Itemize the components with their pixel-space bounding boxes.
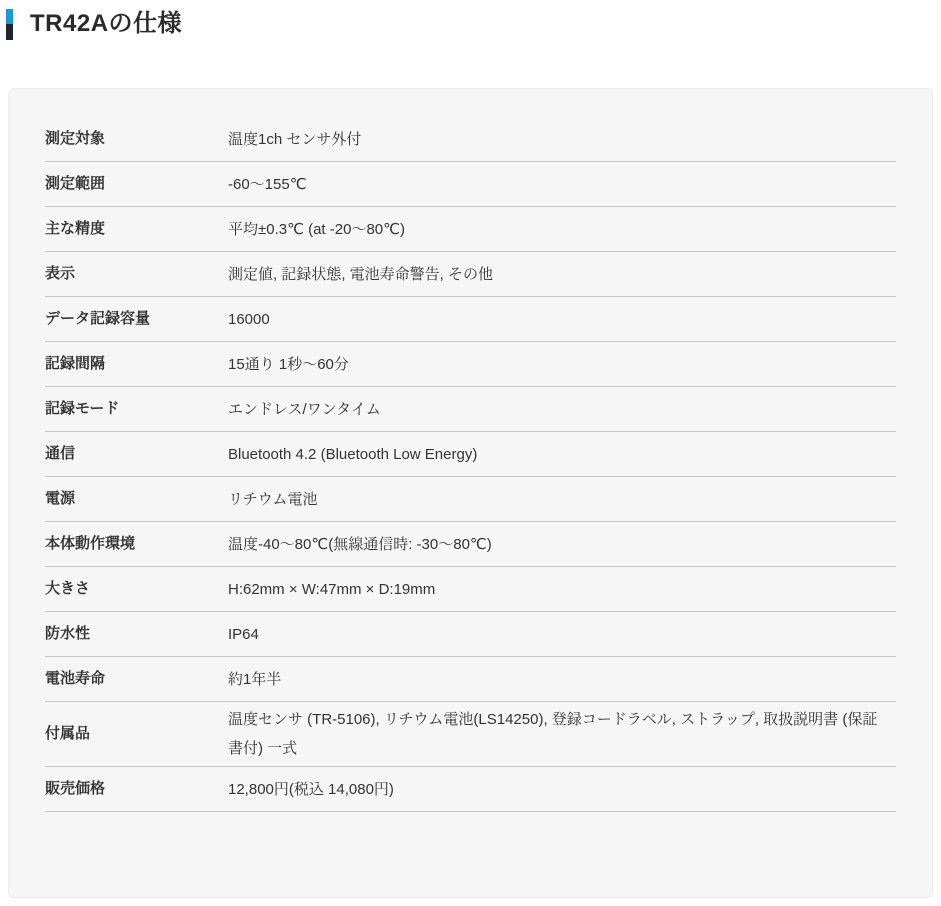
spec-label: 記録間隔 — [45, 355, 106, 372]
spec-value: 温度センサ (TR-5106), リチウム電池(LS14250), 登録コードラベル, ストラップ, 取扱説明書 (保証書付) 一式 — [228, 711, 878, 757]
page-header — [0, 0, 941, 40]
spec-row — [45, 567, 896, 612]
header-accent-bottom — [6, 24, 13, 40]
spec-row — [45, 297, 896, 342]
spec-row — [45, 207, 896, 252]
spec-value: 16000 — [228, 310, 270, 328]
spec-row — [45, 522, 896, 567]
spec-label: 防水性 — [45, 625, 91, 642]
spec-value: 15通り 1秒～60分 — [228, 355, 349, 373]
spec-row — [45, 162, 896, 207]
spec-row — [45, 432, 896, 477]
spec-label: 本体動作環境 — [45, 535, 136, 552]
spec-value: エンドレス/ワンタイム — [228, 400, 381, 418]
spec-value: 温度1ch センサ外付 — [228, 130, 362, 148]
spec-value: -60～155℃ — [228, 175, 307, 193]
spec-row — [45, 657, 896, 702]
spec-label: 付属品 — [45, 725, 91, 742]
spec-value: 温度-40～80℃(無線通信時: -30～80℃) — [228, 535, 492, 553]
spec-table — [45, 117, 896, 812]
spec-value: リチウム電池 — [228, 490, 318, 508]
spec-label: 大きさ — [45, 580, 91, 597]
spec-value: H:62mm × W:47mm × D:19mm — [228, 580, 436, 598]
spec-label: 電源 — [45, 490, 76, 507]
spec-label: 主な精度 — [45, 220, 106, 237]
spec-label: 販売価格 — [45, 780, 106, 797]
spec-row — [45, 387, 896, 432]
spec-value: 約1年半 — [228, 670, 282, 688]
header-accent-top — [6, 9, 13, 25]
spec-row — [45, 612, 896, 657]
spec-row — [45, 342, 896, 387]
spec-label: 表示 — [45, 265, 76, 282]
spec-row — [45, 702, 896, 767]
spec-row — [45, 767, 896, 812]
spec-label: 測定対象 — [45, 130, 106, 147]
spec-value: Bluetooth 4.2 (Bluetooth Low Energy) — [228, 445, 478, 463]
spec-label: データ記録容量 — [45, 310, 151, 327]
spec-value: 12,800円(税込 14,080円) — [228, 780, 394, 798]
page-title: TR42Aの仕様 — [30, 10, 183, 37]
spec-row — [45, 252, 896, 297]
spec-label: 記録モード — [45, 400, 120, 417]
spec-row — [45, 117, 896, 162]
spec-label: 通信 — [45, 445, 76, 462]
spec-label: 電池寿命 — [45, 670, 106, 687]
spec-label: 測定範囲 — [45, 175, 106, 192]
header-accent-bar-icon — [6, 9, 13, 40]
spec-row — [45, 477, 896, 522]
spec-card — [8, 88, 933, 898]
spec-value: 平均±0.3℃ (at -20～80℃) — [228, 220, 405, 238]
spec-value: 測定値, 記録状態, 電池寿命警告, その他 — [228, 265, 494, 283]
spec-value: IP64 — [228, 625, 259, 643]
